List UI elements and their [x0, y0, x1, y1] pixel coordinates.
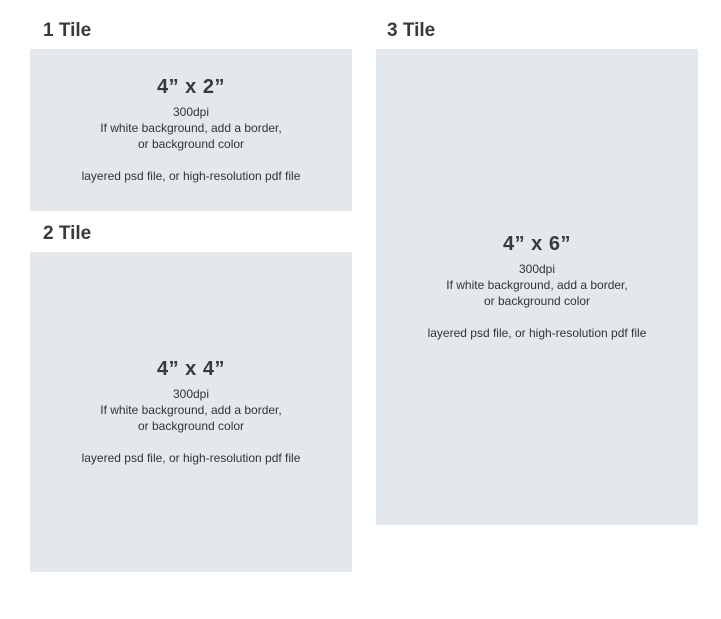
tile-3-border-line-2: or background color	[483, 294, 591, 308]
tile-3-size: 4” x 6”	[503, 233, 571, 255]
tile-2-heading: 2 Tile	[43, 223, 92, 244]
tile-2-border-line-1: If white background, add a border,	[100, 403, 282, 417]
tile-1-border-line-1: If white background, add a border,	[100, 121, 282, 135]
tile-2-size: 4” x 4”	[157, 358, 225, 380]
tile-2-panel	[30, 252, 352, 572]
tile-1-panel	[30, 49, 352, 211]
tile-3-file-note: layered psd file, or high-resolution pdf file	[427, 326, 647, 340]
tile-2-border-line-2: or background color	[137, 419, 245, 433]
tile-3-border-line-1: If white background, add a border,	[446, 278, 628, 292]
tile-1-dpi: 300dpi	[172, 105, 210, 119]
tile-3-panel	[376, 49, 698, 525]
tile-1-file-note: layered psd file, or high-resolution pdf file	[81, 169, 301, 183]
tile-1-heading: 1 Tile	[43, 20, 92, 41]
tile-3-dpi: 300dpi	[518, 262, 556, 276]
tile-2-file-note: layered psd file, or high-resolution pdf file	[81, 451, 301, 465]
tile-1-border-line-2: or background color	[137, 137, 245, 151]
tile-1-size: 4” x 2”	[157, 76, 225, 98]
tile-3-heading: 3 Tile	[387, 20, 436, 41]
tile-2-dpi: 300dpi	[172, 387, 210, 401]
